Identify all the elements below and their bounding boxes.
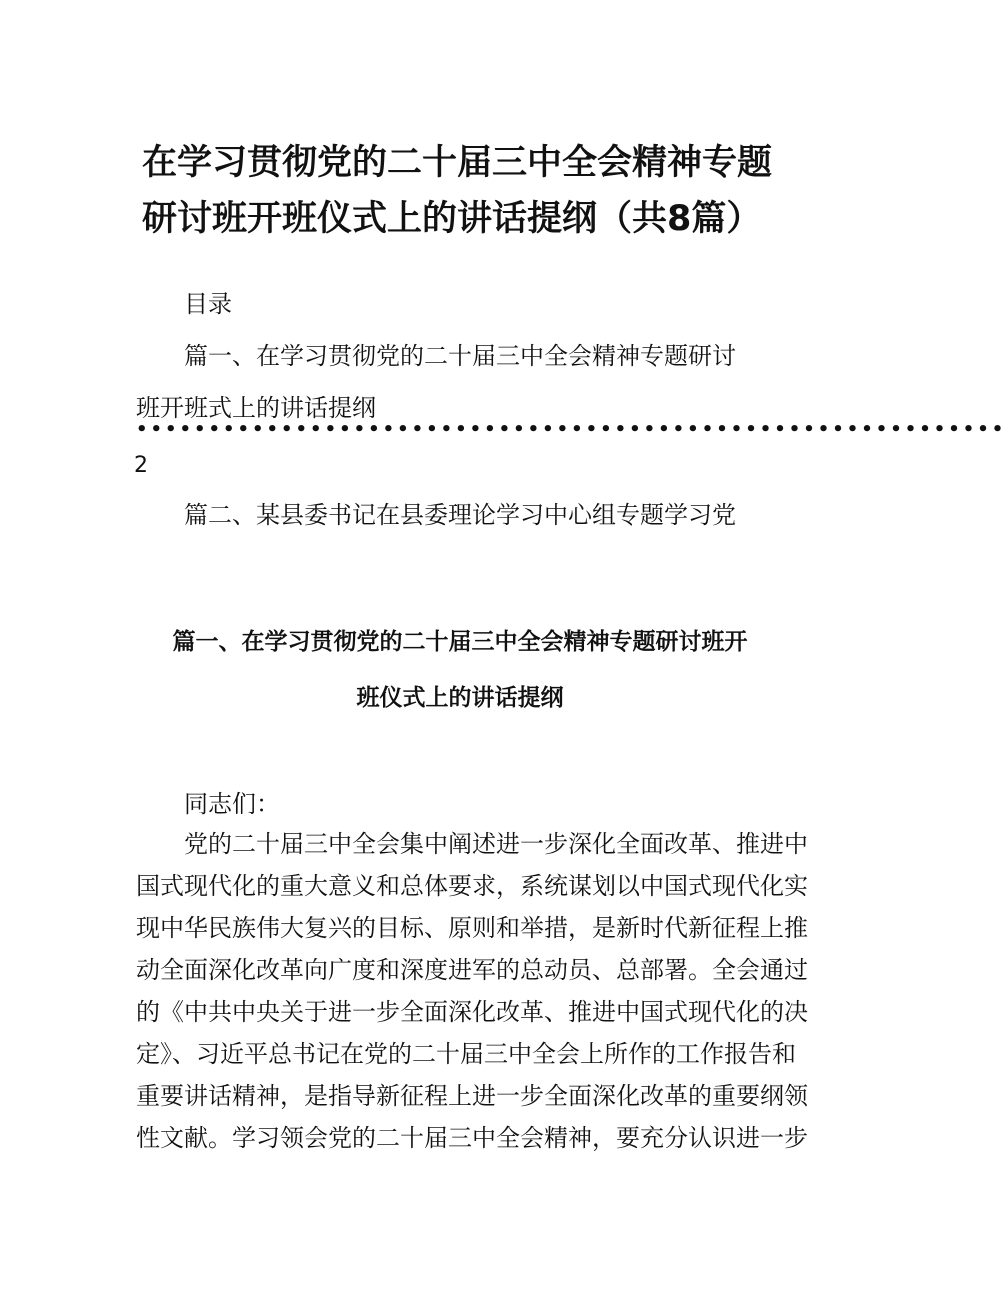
body-paragraph-line: 动全面深化改革向广度和深度进军的总动员、总部署。全会通过 <box>136 956 808 984</box>
body-paragraph-line: 定》、习近平总书记在党的二十届三中全会上所作的工作报告和 <box>136 1040 796 1068</box>
body-paragraph-line: 重要讲话精神，是指导新征程上进一步全面深化改革的重要纲领 <box>136 1082 808 1110</box>
body-paragraph-line: 性文献。学习领会党的二十届三中全会精神，要充分认识进一步 <box>136 1124 808 1152</box>
toc-item-1-line-1[interactable]: 篇一、在学习贯彻党的二十届三中全会精神专题研讨 <box>184 342 736 370</box>
toc-item-1-line-2[interactable]: 班开班式上的讲话提纲 <box>136 394 376 422</box>
toc-heading: 目录 <box>184 290 232 318</box>
toc-item-1-page-number: 2 <box>134 453 148 478</box>
body-paragraph-line: 的《中共中央关于进一步全面深化改革、推进中国式现代化的决 <box>136 998 808 1026</box>
body-paragraph-line: 党的二十届三中全会集中阐述进一步深化全面改革、推进中 <box>184 830 808 858</box>
toc-item-1-leader-dots: •••••••••••••••••••••••••••••••••••••••••••••••••••••••••••• <box>136 419 1006 440</box>
salutation: 同志们： <box>184 790 280 818</box>
section-heading-line-1: 篇一、在学习贯彻党的二十届三中全会精神专题研讨班开 <box>172 629 748 655</box>
section-heading-line-2: 班仪式上的讲话提纲 <box>356 685 564 711</box>
toc-item-2-line-1[interactable]: 篇二、某县委书记在县委理论学习中心组专题学习党 <box>184 501 736 529</box>
document-title-line-1: 在学习贯彻党的二十届三中全会精神专题 <box>142 143 773 183</box>
body-paragraph-line: 国式现代化的重大意义和总体要求，系统谋划以中国式现代化实 <box>136 872 808 900</box>
document-title-line-2: 研讨班开班仪式上的讲话提纲（共8篇） <box>142 199 762 239</box>
body-paragraph-line: 现中华民族伟大复兴的目标、原则和举措，是新时代新征程上推 <box>136 914 808 942</box>
